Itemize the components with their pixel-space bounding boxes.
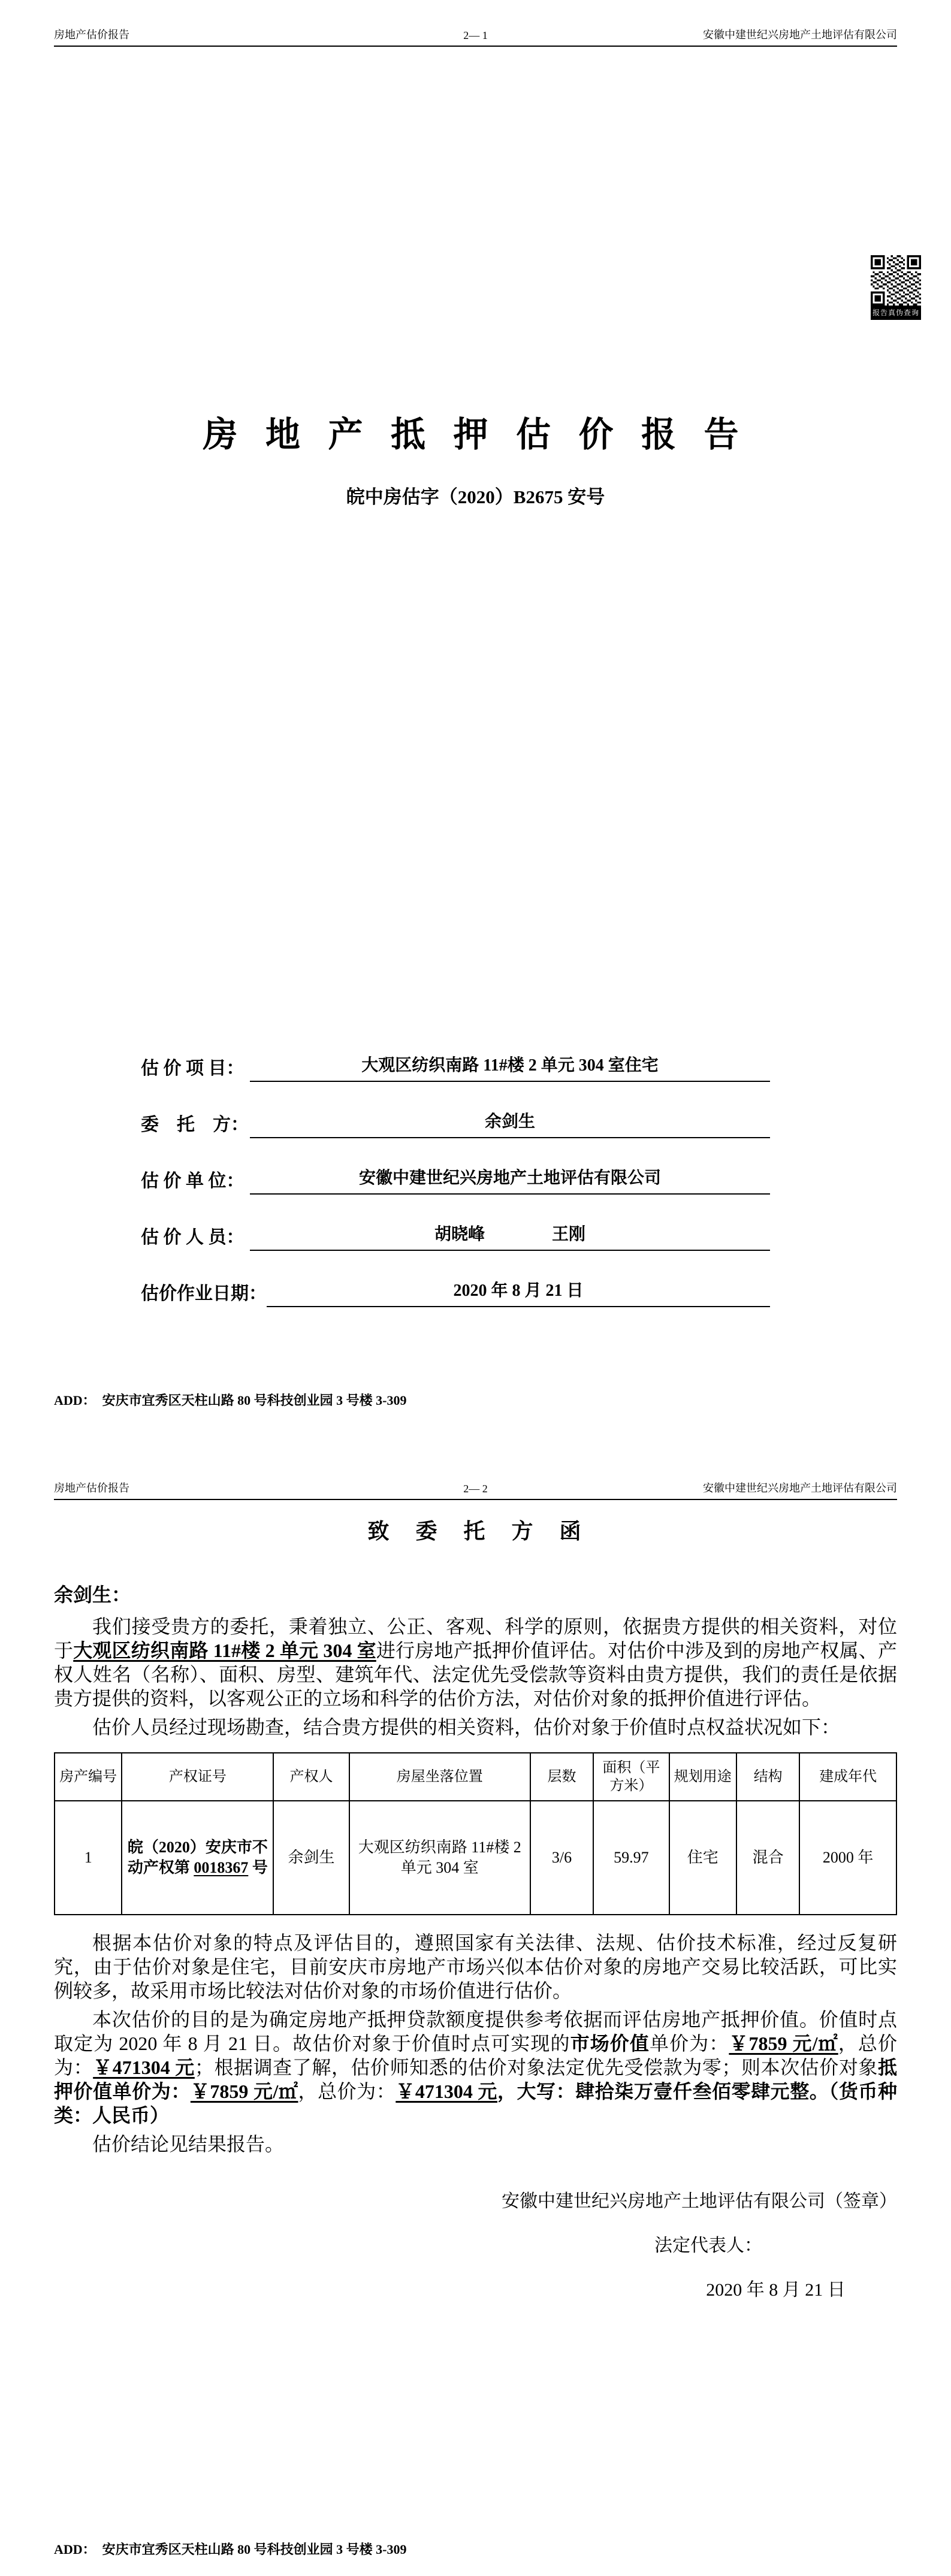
col-header-area: 面积（平方米）: [593, 1753, 669, 1801]
form-label-date: 估价作业日期：: [141, 1284, 267, 1304]
cell-owner: 余剑生: [273, 1801, 349, 1915]
text-segment: ，大写：: [497, 2081, 576, 2102]
total-price-value: ￥471304 元: [93, 2057, 195, 2078]
signature-date: 2020 年 8 月 21 日: [706, 2280, 846, 2300]
header-page-number: 2— 2: [463, 1483, 488, 1495]
cert-text: 皖（2020）安庆市不动产权第: [127, 1839, 268, 1876]
paragraph-valuation: [54, 2007, 897, 2127]
form-value-date: 2020 年 8 月 21 日: [267, 1279, 770, 1307]
cell-area: 59.97: [593, 1801, 669, 1915]
cert-number: 0018367: [194, 1859, 249, 1876]
text-segment: ，总价为：: [298, 2081, 396, 2102]
text-segment: ，总价为：: [54, 2033, 897, 2078]
form-label-agency: 估 价 单 位：: [141, 1171, 244, 1191]
letter-title: 致 委 托 方 函: [367, 1519, 584, 1543]
col-header-floors: 层数: [530, 1753, 593, 1801]
footer-address: ADD： 安庆市宜秀区天柱山路 80 号科技创业园 3 号楼 3-309: [54, 1393, 407, 1408]
form-value-agency: 安徽中建世纪兴房地产土地评估有限公司: [250, 1166, 770, 1195]
header-doc-type: 房地产估价报告: [54, 1482, 129, 1494]
text-segment: ；根据调查了解，估价师知悉的估价对象法定优先受偿款为零；则本次估价对象: [194, 2057, 878, 2078]
paragraph-commission: [54, 1614, 897, 1710]
col-header-structure: 结构: [736, 1753, 799, 1801]
form-line-date: [141, 1279, 770, 1307]
form-value-client: 余剑生: [250, 1110, 770, 1138]
table-header-row: [55, 1753, 896, 1801]
qr-caption: 报告真伪查询: [871, 306, 921, 320]
table-row: [55, 1801, 896, 1915]
page-2-letter: [0, 1462, 951, 2576]
amount-in-words: 肆拾柒万壹仟叁佰零肆元整。: [575, 2081, 829, 2102]
qr-verification-block: [871, 255, 921, 320]
header-company-name: 安徽中建世纪兴房地产土地评估有限公司: [703, 1482, 897, 1494]
qr-code-icon: [871, 255, 921, 306]
col-header-location: 房屋坐落位置: [349, 1753, 530, 1801]
text-segment: 单价为：: [649, 2033, 729, 2054]
col-header-year: 建成年代: [799, 1753, 896, 1801]
form-value-appraisers: 胡晓峰 王刚: [250, 1223, 770, 1251]
cover-form: [54, 1054, 897, 1307]
report-title: 房 地 产 抵 押 估 价 报 告: [203, 415, 748, 454]
page-header: [54, 1480, 897, 1500]
currency-type: （货币种类：人民币）: [54, 2081, 897, 2126]
cell-structure: 混合: [736, 1801, 799, 1915]
header-doc-type: 房地产估价报告: [54, 29, 129, 41]
property-address-highlight: 大观区纺织南路 11#楼 2 单元 304 室: [73, 1640, 376, 1661]
text-segment: 本次估价的目的是为确定房地产抵押贷款额度提供参考依据而评估房地产抵押价值。价值时点取定为 2020 年 8 月 21 日。故估价对象于价值时点可实现的: [54, 2009, 897, 2054]
header-company-name: 安徽中建世纪兴房地产土地评估有限公司: [703, 29, 897, 41]
doc-number: 皖中房估字（2020）B2675 安号: [346, 486, 605, 507]
cell-year: 2000 年: [799, 1801, 896, 1915]
header-page-number: 2— 1: [463, 29, 488, 41]
cell-cert-no: [122, 1801, 273, 1915]
paragraph-conclusion: 估价结论见结果报告。: [92, 2133, 285, 2155]
text-segment: 我们接受贵方的委托，秉着独立、公正、客观、科学的原则，依据贵方提供的相关资料，对位于: [54, 1616, 897, 1661]
property-table: [54, 1752, 897, 1915]
col-header-owner: 产权人: [273, 1753, 349, 1801]
form-line-project: [141, 1054, 770, 1082]
form-label-project: 估 价 项 目：: [141, 1059, 244, 1078]
cell-floors: 3/6: [530, 1801, 593, 1915]
paragraph-method: 根据本估价对象的特点及评估目的，遵照国家有关法律、法规、估价技术标准，经过反复研究，由于估价对象是住宅，目前安庆市房地产市场兴似本估价对象的房地产交易比较活跃，可比实例较多，故采用市场比较法对估价对象的市场价值进行估价。: [54, 1932, 897, 2001]
text-segment: 进行房地产抵押价值评估。对估价中涉及到的房地产权属、产权人姓名（名称）、面积、房型、建筑年代、法定优先受偿款等资料由贵方提供，我们的责任是依据贵方提供的资料，以客观公正的立场和科学的估价方法，对估价对象的抵押价值进行评估。: [54, 1640, 897, 1709]
form-value-project: 大观区纺织南路 11#楼 2 单元 304 室住宅: [250, 1054, 770, 1082]
col-header-cert-no: 产权证号: [122, 1753, 273, 1801]
form-line-client: [141, 1110, 770, 1138]
cell-location: 大观区纺织南路 11#楼 2 单元 304 室: [349, 1801, 530, 1915]
signature-block: [490, 2190, 897, 2302]
legal-representative-label: 法定代表人：: [654, 2236, 762, 2255]
mortgage-value-label: 抵押价值单价为：: [54, 2057, 897, 2102]
unit-price-value: ￥7859 元/㎡: [729, 2033, 838, 2054]
cell-property-no: 1: [55, 1801, 122, 1915]
col-header-property-no: 房产编号: [55, 1753, 122, 1801]
cert-text: 号: [248, 1859, 268, 1876]
cell-use: 住宅: [669, 1801, 736, 1915]
salutation: 余剑生：: [54, 1584, 131, 1606]
form-line-appraisers: [141, 1223, 770, 1251]
mortgage-unit-price: ￥7859 元/㎡: [190, 2081, 298, 2102]
form-label-appraisers: 估 价 人 员：: [141, 1227, 244, 1247]
page-header: [54, 26, 897, 47]
form-line-agency: [141, 1166, 770, 1195]
footer-address: ADD： 安庆市宜秀区天柱山路 80 号科技创业园 3 号楼 3-309: [54, 2542, 407, 2557]
paragraph-survey: 估价人员经过现场勘查，结合贵方提供的相关资料，估价对象于价值时点权益状况如下：: [92, 1716, 841, 1738]
market-value-label: 市场价值: [570, 2033, 650, 2054]
col-header-use: 规划用途: [669, 1753, 736, 1801]
form-label-client: 委 托 方：: [141, 1115, 249, 1135]
mortgage-total-price: ￥471304 元: [396, 2081, 497, 2102]
signature-company: 安徽中建世纪兴房地产土地评估有限公司（签章）: [502, 2191, 897, 2211]
